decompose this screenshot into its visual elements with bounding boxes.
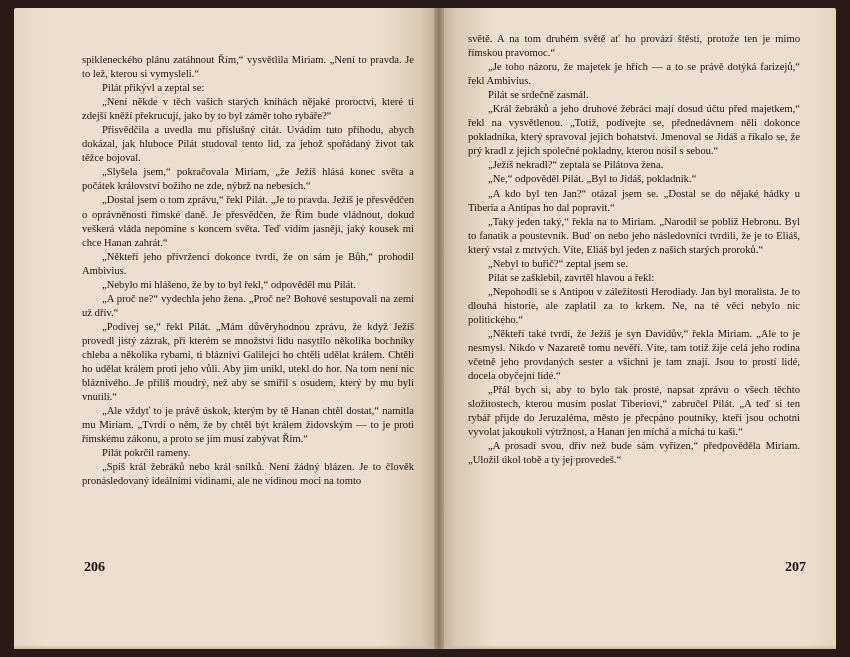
book-spread	[14, 8, 836, 649]
book-gutter	[434, 8, 444, 649]
paragraph: „Taky jeden taký,“ řekla na to Miriam. „Narodil se poblíž Hebronu. Byl to fanatik a poustevník. Buď on nebo jeho následovníci tvrdili, že je to Eliáš, který vstal z mrtvých. Víte, Eliáš byl jeden z našich starých proroků.“	[468, 216, 800, 256]
paragraph: Pilát přikývl a zeptal se:	[102, 83, 205, 95]
paragraph: „Někteří jeho přívrženci dokonce tvrdí, že on sám je Bůh,“ prohodil Ambivius.	[82, 251, 414, 277]
paragraph: „A proč ne?“ vydechla jeho žena. „Proč ne? Bohové sestupovali na zemi už dřív.“	[82, 293, 414, 319]
paragraph: „Slyšela jsem,“ pokračovala Miriam, „že Ježíš hlásá konec světa a počátek království božího ne zde, nýbrž na nebesích.“	[82, 167, 414, 193]
page-number-left: 206	[84, 560, 105, 575]
paragraph: „Ježíš nekradl?“ zeptala se Pilátova žena.	[488, 160, 664, 172]
right-page-text	[468, 33, 800, 468]
paragraph: světě. A na tom druhém světě ať ho provází štěstí, protože ten je mimo římskou pravomoc.“	[468, 34, 800, 60]
paragraph: „Je toho názoru, že majetek je hřích — a to se právě dotýká farizejů,“ řekl Ambivius.	[468, 62, 800, 88]
paragraph: „Ale vždyť to je právě úskok, kterým by tě Hanan chtěl dostat,“ namítla mu Miriam. „Tvrdí o něm, že by chtěl být králem židovským — to je proti římskému zákonu, a proto se jím musí zabývat Řím.“	[82, 406, 414, 446]
right-page	[439, 8, 836, 649]
paragraph: „A prosadí svou, dřív než bude sám vyřízen,“ předpověděla Miriam. „Uložil úkol tobě a ty jej provedeš.“	[468, 441, 800, 467]
paragraph: „A kdo byl ten Jan?“ otázal jsem se. „Dostal se do nějaké hádky u Tiberia a Antipas ho dal popravit.“	[468, 188, 800, 214]
paragraph: Pilát pokrčil rameny.	[102, 448, 191, 460]
paragraph: „Nepohodli se s Antipou v záležitosti Herodiady. Jan byl moralista. Je to dlouhá historie, ale zaplatil za to krkem. Ne, na té věci nebylo nic politického.“	[468, 286, 800, 326]
page-number-right: 207	[785, 560, 806, 575]
paragraph: Pilát se srdečně zasmál.	[488, 90, 589, 102]
paragraph: „Král žebráků a jeho druhové žebráci mají dosud účtu před majetkem,“ řekl na vysvětlenou. „Totiž, podívejte se, přednedávnem něli dokonce pokladníka, který spravoval jejich bohatství. Jmenoval se Jidáš a říkalo se, že prý kradl z jejich společné pokladny, kterou nosil s sebou.“	[468, 104, 800, 158]
paragraph: spikleneckého plánu zatáhnout Řím,“ vysvětlila Miriam. „Není to pravda. Je to lež, kterou si vymysleli.“	[82, 55, 414, 81]
paragraph: „Nebylo mi hlášeno, že by to byl řekl,“ odpověděl mu Pilát.	[102, 279, 356, 291]
paragraph: „Přál bych si, aby to bylo tak prosté, napsat zprávu o všech těchto složitostech, kterou musím poslat Tiberiovi,“ zabručel Pilát. „A teď si ten rybář přijde do Jeruzaléma, město je přecpáno poutníky, kteří jsou ochotni vyvolat jakoukoli výtržnost, a Hanan jen míchá a míchá tu kaši.“	[468, 385, 800, 439]
paragraph: „Dostal jsem o tom zprávu,“ řekl Pilát. „Je to pravda. Ježíš je přesvědčen o oprávněnosti římské daně. Je přesvědčen, že Řím bude vládnout, dokud veškerá vláda nepomine s koncem světa. Teď vidím jasněji, jaký kousek mi chce Hanan zahrát.“	[82, 195, 414, 249]
paragraph: Přisvědčila a uvedla mu příslušný citát. Uvádím tuto příhodu, abych dokázal, jak hluboce Pilát studoval tento lid, za jehož spořádaný život tak těžce bojoval.	[82, 125, 414, 165]
paragraph: „Nebyl to buřič?“ zeptal jsem se.	[488, 258, 629, 270]
page-edge-shadow	[14, 645, 439, 649]
page-edge-shadow	[439, 645, 836, 649]
paragraph: Pilát se zašklebil, zavrtěl hlavou a řekl:	[488, 272, 655, 284]
paragraph: „Spíš král žebráků nebo král snílků. Není žádný blázen. Je to člověk pronásledovaný ideálními vidinami, ale ne vidinou moci na tomto	[82, 462, 414, 488]
left-page	[14, 8, 439, 649]
paragraph: „Podívej se,“ řekl Pilát. „Mám důvěryhodnou zprávu, že když Ježíš provedl jistý zázrak, při kterém se množství lidu nasytilo několika bochníky chleba a několika rybami, ti bláznivi Galilejci ho chtěli udělat králem. Chtěli ho udělat králem proti jeho vůli. Aby jim unikl, utekl do hor. Na tom není nic bláznivého. Je příliš moudrý, než aby se smířil s osudem, který by mu byli vnutili.“	[82, 321, 414, 404]
paragraph: „Není někde v těch vašich starých knihách nějaké proroctví, které ti zdejší kněží překrucují, jako by to byl záměr toho rybáře?“	[82, 97, 414, 123]
paragraph: „Někteří také tvrdí, že Ježíš je syn Davidův,“ řekla Miriam. „Ale to je nesmysl. Nikdo v Nazaretě tomu nevěří. Víte, tam totiž žije celá jeho rodina včetně jeho provdaných sester a všichni je tam znají. Jsou to prostí lidé, docela obyčejní lidé.“	[468, 328, 800, 383]
left-page-text	[82, 54, 414, 489]
paragraph: „Ne,“ odpověděl Pilát. „Byl to Jidáš, pokladník.“	[488, 174, 697, 186]
